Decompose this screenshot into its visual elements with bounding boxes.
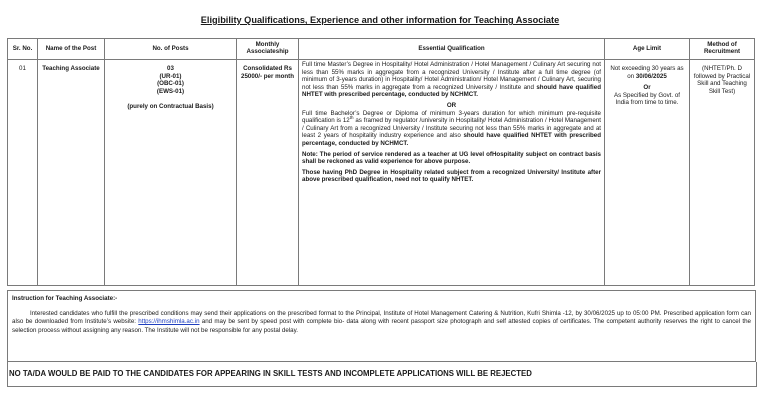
qualification-phd: Those having PhD Degree in Hospitality related subject from a recognized University/ Institute after above prescribed qualification, need not to qualify NHTET. [302, 168, 601, 184]
instructions-body [12, 310, 751, 336]
header-method: Method of Recruitment [690, 39, 755, 60]
header-qualification: Essential Qualification [299, 39, 605, 60]
qualification-note: Note: The period of service rendered as a teacher at UG level ofHospitality subject on contract basis shall be reckoned as valid experience for above purpose. [302, 150, 601, 166]
num-posts-ur: (UR-01) [159, 72, 182, 80]
header-monthly: Monthly Associateship [237, 39, 299, 60]
header-sr-no: Sr. No. [8, 39, 38, 60]
method-value: (NHTET/Ph. D followed by Practical Skill and Teaching Skill Test) [693, 65, 751, 95]
website-link[interactable]: https://ihmshimla.ac.in [138, 318, 200, 326]
post-name-value: Teaching Associate [42, 65, 100, 72]
monthly-value: Consolidated Rs 25000/- per month [241, 65, 294, 80]
cell-age-limit [605, 60, 690, 286]
num-posts-ews: (EWS-01) [156, 87, 185, 95]
document-title: Eligibility Qualifications, Experience and other information for Teaching Associate [200, 15, 560, 25]
instructions-text-1: Interested candidates who fulfill the prescribed conditions may send their applications on the prescribed format to the Principal, Institute of Hotel Management Catering & Nutrition, Kufri Shimla -12, by 30/06/2025 up to 05:00 PM. Prescribed application form can also be downloaded from Institute’s website: [12, 309, 751, 326]
cell-monthly [237, 60, 299, 286]
cell-post-name [38, 60, 105, 286]
header-age-limit: Age Limit [605, 39, 690, 60]
qualification-superscript: th [349, 115, 354, 121]
age-limit-date: 30/06/2025 [635, 72, 667, 80]
table-header-row [8, 39, 755, 60]
qualification-para-1-bold: should have qualified NHTET with prescribed percentage, conducted by NCHMCT. [302, 83, 601, 99]
num-posts-total: 03 [167, 65, 174, 72]
cell-qualification [299, 60, 605, 286]
age-limit-govt: As Specified by Govt. of India from time to time. [613, 91, 681, 107]
qualification-para-1 [302, 61, 601, 99]
cell-num-posts [105, 60, 237, 286]
age-limit-text: Not exceeding 30 years as on [610, 65, 684, 80]
instructions-box [7, 290, 756, 362]
qualification-para-1-text: Full time Master’s Degree in Hospitality/ Hotel Administration / Hotel Management / Culinary Art securing not less than 55% marks in aggregate from a recognized University / Institute after a full time degree (of minimum of 3-years duration) in Hospitality/ Hotel Administration/ Hotel Management / Culinary Art, securing not less than 55% marks in aggregate from a recognized University / Institute and [302, 61, 601, 91]
sr-no-value: 01 [19, 65, 26, 72]
age-limit-main [608, 65, 686, 80]
qualification-para-2-bold: should have qualified NHTET with prescribed percentage, conducted by NCHMCT. [302, 132, 601, 147]
eligibility-table [7, 38, 755, 286]
cell-sr-no [8, 60, 38, 286]
table-row [8, 60, 755, 286]
footer-notice: NO TA/DA WOULD BE PAID TO THE CANDIDATES FOR APPEARING IN SKILL TESTS AND INCOMPLETE APPLICATIONS WILL BE REJECTED [7, 362, 757, 387]
qualification-para-2-text-b: as framed by regulator /university in Hospitality/ Hotel Administration / Hotel Management / Culinary Art from a recognized University / Institute securing not less than 55% marks in aggregate and at least 2 years of hospitality industry experience and also [302, 117, 601, 140]
qualification-para-2 [302, 110, 601, 148]
num-posts-obc: (OBC-01) [157, 80, 184, 88]
header-post-name: Name of the Post [38, 39, 105, 60]
qualification-para-2-text-a: Full time Bachelor’s Degree or Diploma of minimum 3-years duration for which minimum pre-requisite qualification is 12 [302, 109, 601, 125]
cell-method [690, 60, 755, 286]
header-num-posts: No. of Posts [105, 39, 237, 60]
instructions-heading: Instruction for Teaching Associate:- [12, 295, 118, 302]
qualification-or: OR [446, 101, 457, 109]
num-posts-note: (purely on Contractual Basis) [127, 103, 214, 111]
age-limit-or: Or [643, 84, 651, 92]
instructions-text-2: and may be sent by speed post with complete bio- data along with recent passport size photograph and self attested copies of certificates. The competent authority reserves the right to cancel the selection process without assigning any reason. The Institute will not be responsible for any postal delay. [12, 318, 751, 334]
